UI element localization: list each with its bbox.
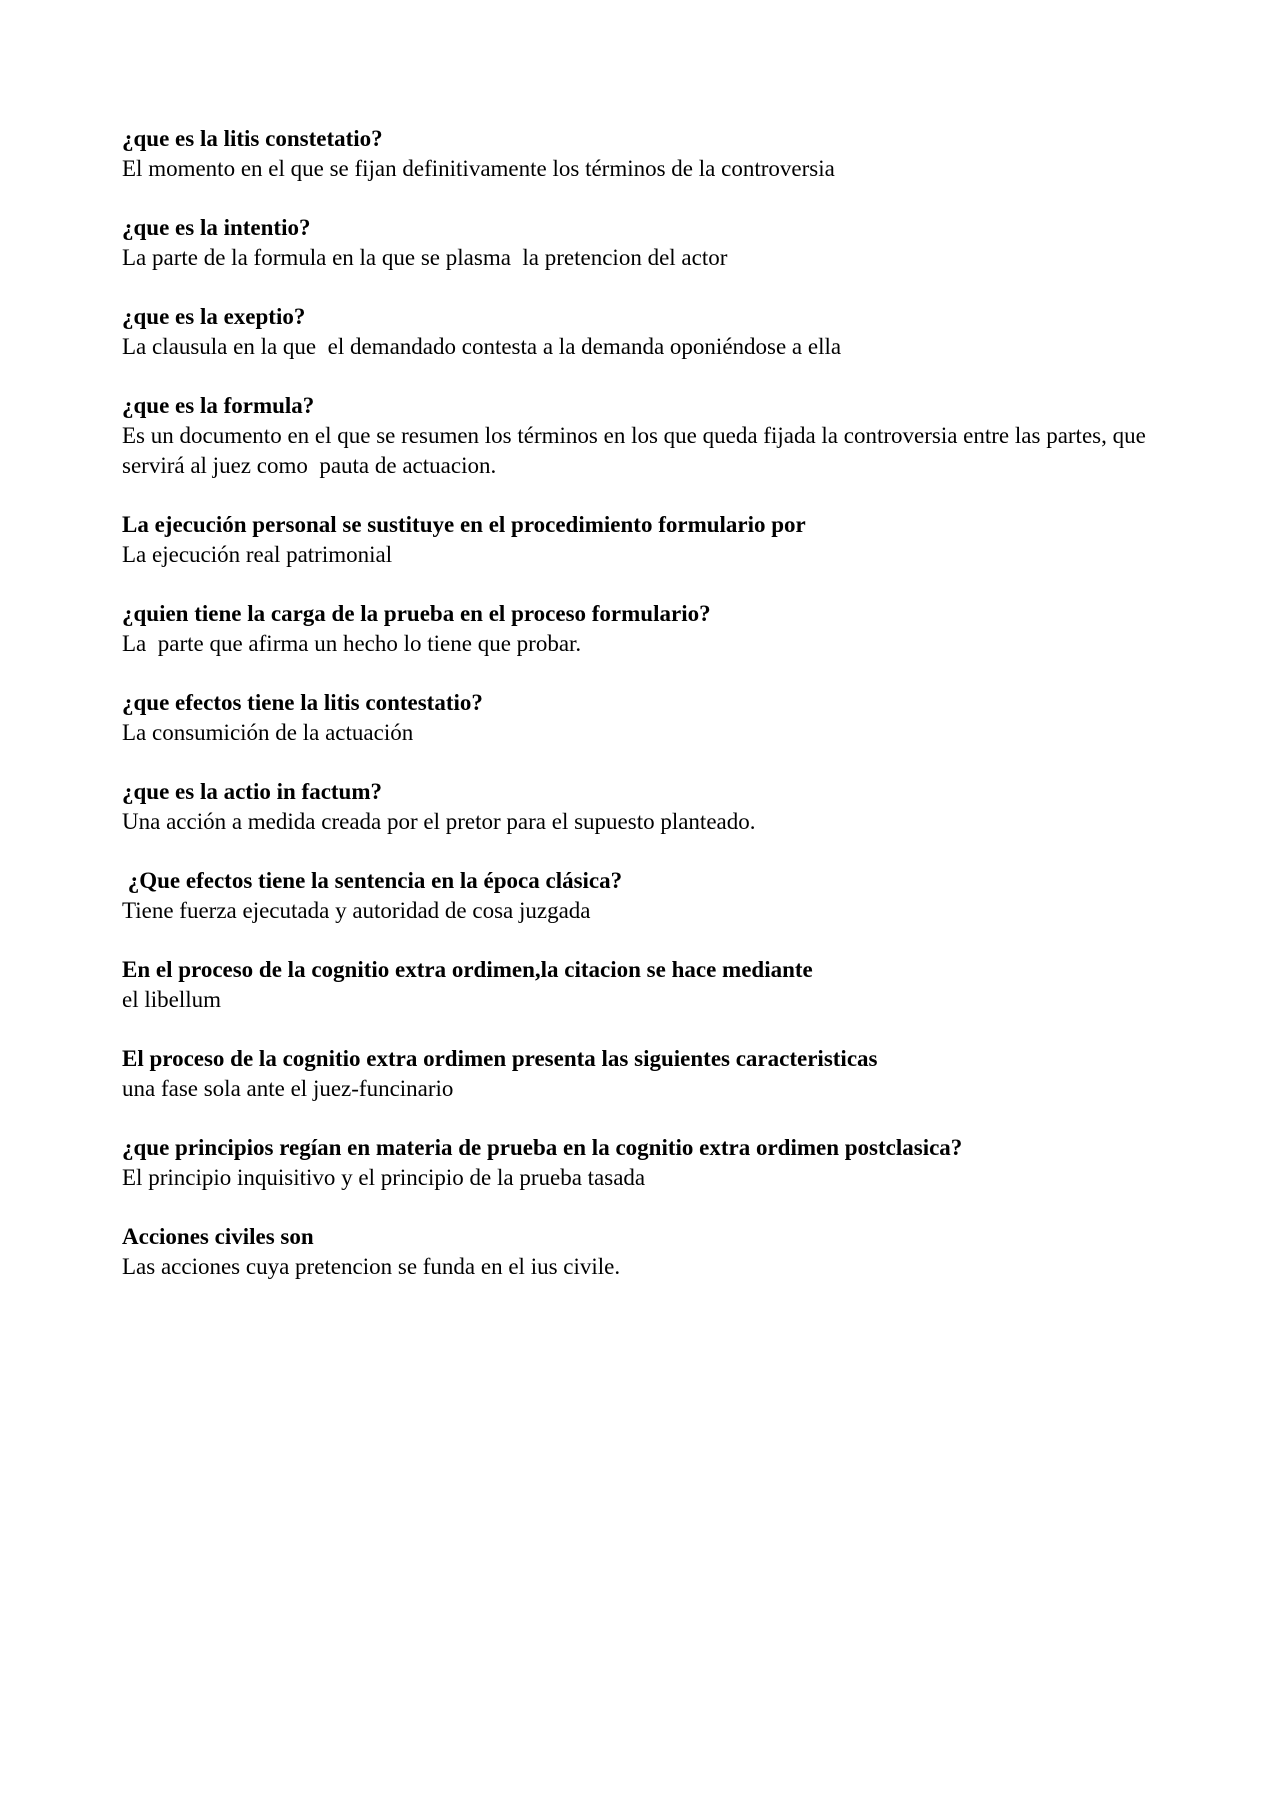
question: ¿quien tiene la carga de la prueba en el proceso formulario? [122,601,711,626]
answer: Es un documento en el que se resumen los términos en los que queda fijada la controversia entre las partes, que servirá al juez como pauta de actuacion. [122,423,1152,478]
question: ¿que es la litis constetatio? [122,126,383,151]
answer: La parte que afirma un hecho lo tiene que probar. [122,631,582,656]
question: ¿que es la actio in factum? [122,779,383,804]
qa-item [122,599,1172,659]
qa-item [122,688,1172,748]
question: ¿que es la formula? [122,393,315,418]
qa-item [122,124,1172,184]
answer: La parte de la formula en la que se plasma la pretencion del actor [122,245,728,270]
answer: Una acción a medida creada por el pretor para el supuesto planteado. [122,809,756,834]
qa-item [122,1133,1172,1193]
answer: una fase sola ante el juez-funcinario [122,1076,454,1101]
qa-item [122,1044,1172,1104]
answer: La consumición de la actuación [122,720,414,745]
question: ¿que es la intentio? [122,215,311,240]
qa-item [122,955,1172,1015]
qa-item [122,777,1172,837]
question: Acciones civiles son [122,1224,314,1249]
answer: Tiene fuerza ejecutada y autoridad de cosa juzgada [122,898,591,923]
question: ¿Que efectos tiene la sentencia en la época clásica? [122,868,623,893]
question: ¿que principios regían en materia de prueba en la cognitio extra ordimen postclasica? [122,1135,963,1160]
answer: La ejecución real patrimonial [122,542,393,567]
qa-list [122,124,1172,1311]
qa-item [122,391,1172,481]
question: La ejecución personal se sustituye en el procedimiento formulario por [122,512,806,537]
answer: el libellum [122,987,222,1012]
qa-item [122,302,1172,362]
answer: Las acciones cuya pretencion se funda en el ius civile. [122,1254,621,1279]
qa-item [122,1222,1172,1282]
qa-item [122,510,1172,570]
question: ¿que es la exeptio? [122,304,306,329]
answer: La clausula en la que el demandado contesta a la demanda oponiéndose a ella [122,334,842,359]
question: El proceso de la cognitio extra ordimen presenta las siguientes caracteristicas [122,1046,878,1071]
question: En el proceso de la cognitio extra ordimen,la citacion se hace mediante [122,957,813,982]
answer: El principio inquisitivo y el principio de la prueba tasada [122,1165,646,1190]
question: ¿que efectos tiene la litis contestatio? [122,690,483,715]
qa-item [122,866,1172,926]
answer: El momento en el que se fijan definitivamente los términos de la controversia [122,156,835,181]
qa-item [122,213,1172,273]
